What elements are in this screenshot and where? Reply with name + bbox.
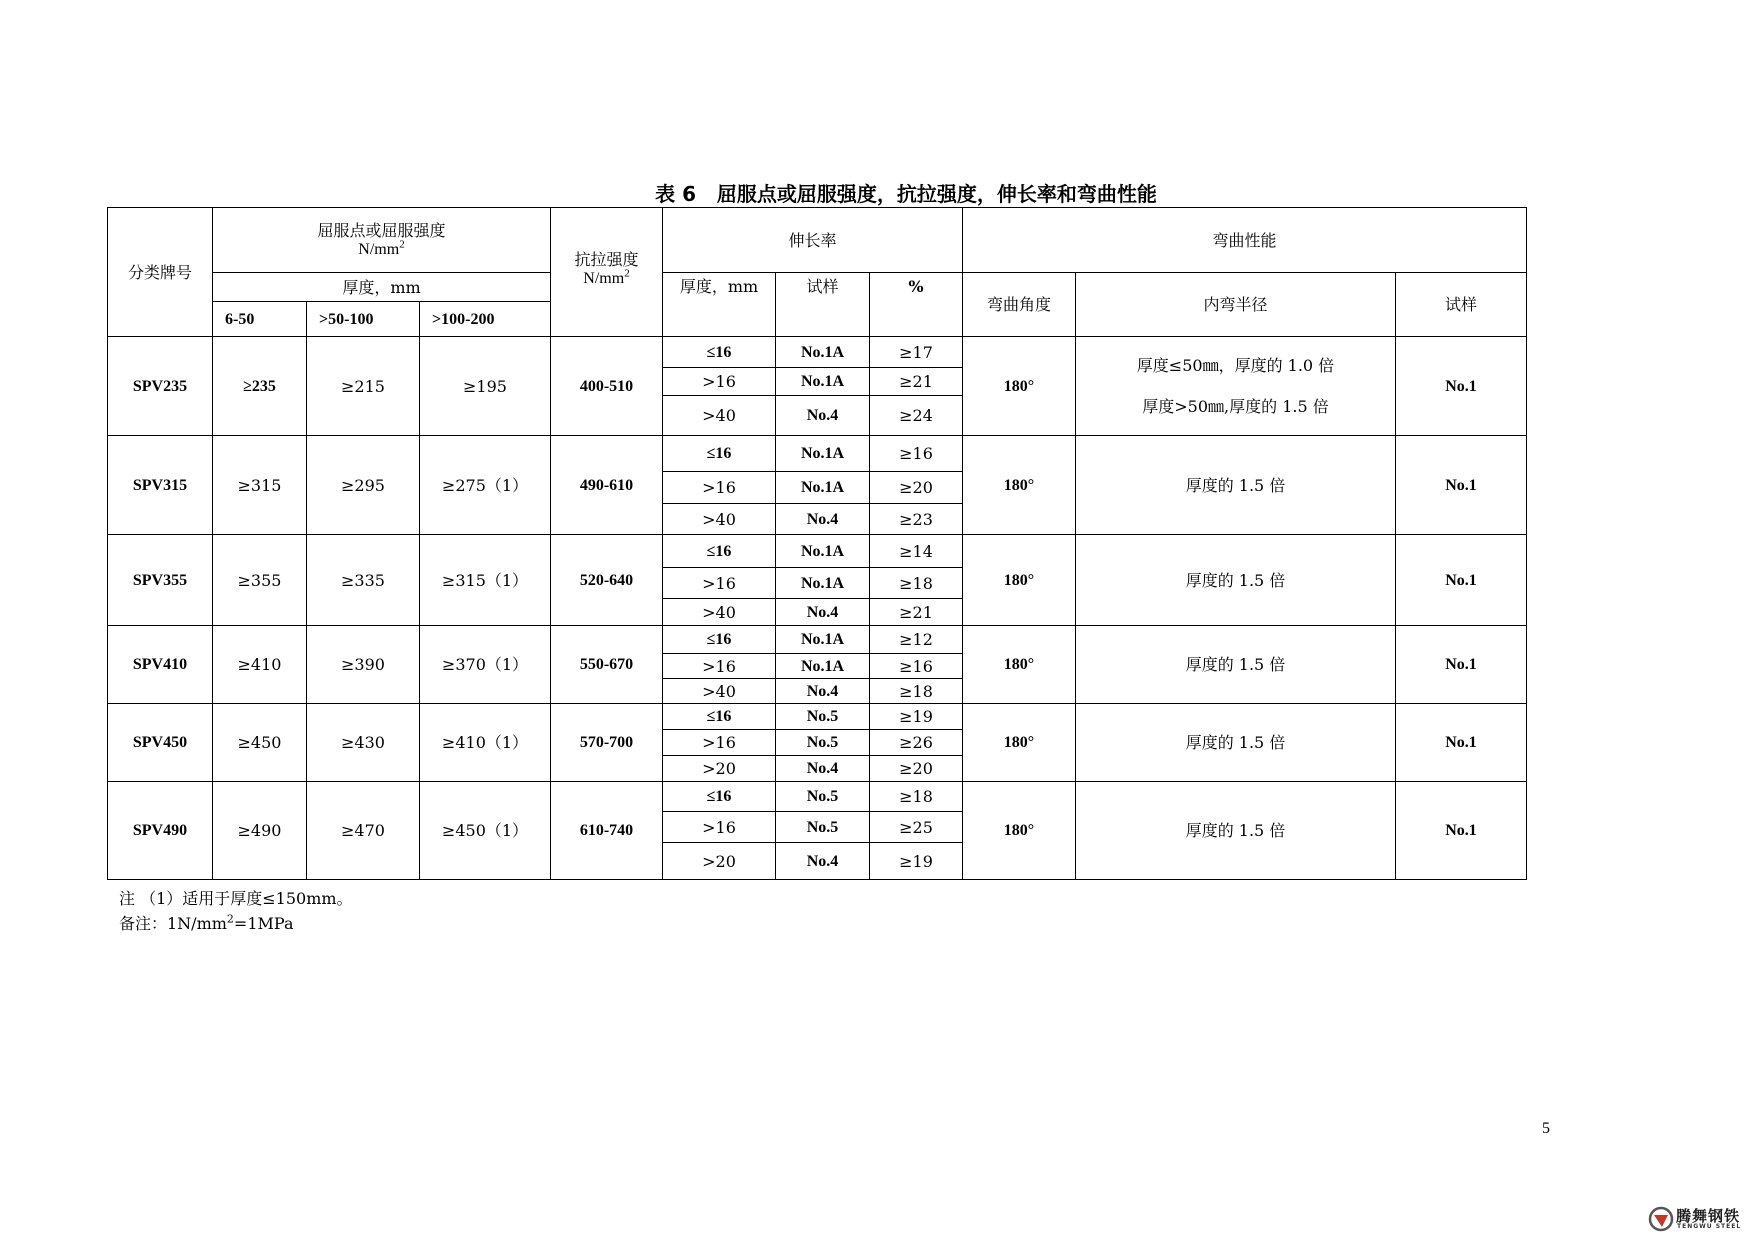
elong-percent-cell: ≥26 <box>870 730 963 756</box>
logo-text-en: TENGWU STEEL <box>1677 1223 1742 1230</box>
elong-specimen-cell: No.4 <box>776 504 870 535</box>
bend-radius-cell: 厚度的 1.5 倍 <box>1076 535 1396 626</box>
elong-percent-cell: ≥24 <box>870 396 963 436</box>
table-notes <box>119 886 353 936</box>
bend-specimen-cell: No.1 <box>1396 704 1527 782</box>
grade-header: 分类牌号 <box>108 208 213 337</box>
elong-percent-cell: ≥20 <box>870 472 963 504</box>
elong-specimen-header: 试样 <box>776 273 870 337</box>
yield-cell: ≥450 <box>213 704 307 782</box>
elong-thickness-cell: >20 <box>663 843 776 880</box>
elong-percent-header: % <box>870 273 963 337</box>
yield-cell: ≥355 <box>213 535 307 626</box>
tensile-cell: 520-640 <box>551 535 663 626</box>
elong-thickness-cell: >16 <box>663 368 776 396</box>
tensile-cell: 400-510 <box>551 337 663 436</box>
bend-angle-cell: 180° <box>963 436 1076 535</box>
bend-angle-cell: 180° <box>963 704 1076 782</box>
thickness-header: 厚度，mm <box>213 273 551 302</box>
elong-specimen-cell: No.4 <box>776 843 870 880</box>
yield-cell: ≥275（1） <box>420 436 551 535</box>
yield-unit-base: N/mm <box>358 241 400 258</box>
elong-thickness-cell: >40 <box>663 396 776 436</box>
elong-thickness-cell: ≤16 <box>663 436 776 472</box>
thickness-range-1: 6-50 <box>213 302 307 337</box>
yield-cell: ≥335 <box>307 535 420 626</box>
tensile-unit <box>551 269 662 288</box>
yield-unit-sup: 2 <box>399 238 405 251</box>
bend-specimen-cell: No.1 <box>1396 626 1527 704</box>
remark-suffix: =1MPa <box>233 914 294 933</box>
elong-thickness-cell: >40 <box>663 504 776 535</box>
yield-cell: ≥490 <box>213 782 307 880</box>
elong-percent-cell: ≥16 <box>870 436 963 472</box>
elong-specimen-cell: No.5 <box>776 704 870 730</box>
yield-cell: ≥315 <box>213 436 307 535</box>
bend-specimen-cell: No.1 <box>1396 337 1527 436</box>
table-row <box>108 626 1527 654</box>
bend-radius-line: 厚度>50㎜,厚度的 1.5 倍 <box>1142 397 1329 416</box>
elong-thickness-header: 厚度，mm <box>663 273 776 337</box>
elongation-header: 伸长率 <box>663 208 963 273</box>
elong-specimen-cell: No.5 <box>776 812 870 843</box>
yield-cell: ≥410 <box>213 626 307 704</box>
elong-specimen-cell: No.1A <box>776 626 870 654</box>
logo-mark-icon <box>1648 1206 1674 1232</box>
elong-percent-cell: ≥21 <box>870 368 963 396</box>
elong-thickness-cell: ≤16 <box>663 535 776 568</box>
properties-table <box>107 207 1527 880</box>
yield-cell: ≥195 <box>420 337 551 436</box>
table-row <box>108 337 1527 368</box>
bend-specimen-cell: No.1 <box>1396 782 1527 880</box>
bend-specimen-cell: No.1 <box>1396 436 1527 535</box>
yield-cell: ≥315（1） <box>420 535 551 626</box>
elong-thickness-cell: >16 <box>663 812 776 843</box>
elong-specimen-cell: No.1A <box>776 654 870 679</box>
thickness-range-3: >100-200 <box>420 302 551 337</box>
bend-angle-cell: 180° <box>963 535 1076 626</box>
elong-percent-cell: ≥21 <box>870 599 963 626</box>
yield-cell: ≥470 <box>307 782 420 880</box>
bend-radius-cell: 厚度的 1.5 倍 <box>1076 704 1396 782</box>
elong-thickness-cell: >16 <box>663 568 776 599</box>
elong-specimen-cell: No.1A <box>776 535 870 568</box>
logo-text-cn: 腾舞钢铁 <box>1676 1207 1741 1225</box>
elong-percent-cell: ≥23 <box>870 504 963 535</box>
footnote-1: 注 （1）适用于厚度≤150mm。 <box>119 889 353 908</box>
elong-percent-cell: ≥18 <box>870 782 963 812</box>
yield-header <box>213 208 551 273</box>
yield-cell: ≥215 <box>307 337 420 436</box>
elong-thickness-cell: ≤16 <box>663 626 776 654</box>
elong-specimen-cell: No.1A <box>776 568 870 599</box>
elong-percent-cell: ≥12 <box>870 626 963 654</box>
tensile-cell: 570-700 <box>551 704 663 782</box>
table-row <box>108 436 1527 472</box>
bend-angle-cell: 180° <box>963 337 1076 436</box>
elong-specimen-cell: No.1A <box>776 436 870 472</box>
elong-thickness-cell: ≤16 <box>663 782 776 812</box>
elong-thickness-cell: >40 <box>663 679 776 704</box>
grade-cell: SPV410 <box>108 626 213 704</box>
yield-cell: ≥390 <box>307 626 420 704</box>
yield-cell: ≥430 <box>307 704 420 782</box>
elong-thickness-cell: >40 <box>663 599 776 626</box>
elong-percent-cell: ≥25 <box>870 812 963 843</box>
elong-specimen-cell: No.4 <box>776 396 870 436</box>
elong-thickness-cell: >16 <box>663 654 776 679</box>
elong-specimen-cell: No.1A <box>776 337 870 368</box>
company-logo <box>1648 1205 1748 1233</box>
tensile-cell: 490-610 <box>551 436 663 535</box>
elong-percent-cell: ≥16 <box>870 654 963 679</box>
bend-radius-line: 厚度≤50㎜，厚度的 1.0 倍 <box>1136 356 1335 375</box>
table-row <box>108 704 1527 730</box>
elong-specimen-cell: No.4 <box>776 599 870 626</box>
remark <box>119 911 353 936</box>
bend-angle-cell: 180° <box>963 782 1076 880</box>
bend-radius-cell: 厚度的 1.5 倍 <box>1076 436 1396 535</box>
elong-thickness-cell: >16 <box>663 472 776 504</box>
tensile-cell: 610-740 <box>551 782 663 880</box>
yield-cell: ≥450（1） <box>420 782 551 880</box>
bending-header: 弯曲性能 <box>963 208 1527 273</box>
elong-percent-cell: ≥19 <box>870 704 963 730</box>
table-row <box>108 782 1527 812</box>
elong-specimen-cell: No.4 <box>776 756 870 782</box>
grade-cell: SPV315 <box>108 436 213 535</box>
elong-specimen-cell: No.5 <box>776 730 870 756</box>
elong-thickness-cell: >20 <box>663 756 776 782</box>
bend-specimen-header: 试样 <box>1396 273 1527 337</box>
grade-cell: SPV235 <box>108 337 213 436</box>
elong-thickness-cell: >16 <box>663 730 776 756</box>
elong-specimen-cell: No.1A <box>776 472 870 504</box>
tensile-unit-sup: 2 <box>624 267 630 280</box>
tensile-header-label: 抗拉强度 <box>574 250 639 269</box>
tensile-header <box>551 208 663 337</box>
bend-radius-header: 内弯半径 <box>1076 273 1396 337</box>
bend-radius-cell <box>1076 337 1396 436</box>
bend-radius-cell: 厚度的 1.5 倍 <box>1076 782 1396 880</box>
yield-unit <box>213 240 550 259</box>
elong-specimen-cell: No.5 <box>776 782 870 812</box>
elong-percent-cell: ≥17 <box>870 337 963 368</box>
remark-prefix: 备注：1N/mm <box>119 914 227 933</box>
elong-percent-cell: ≥18 <box>870 568 963 599</box>
bend-angle-cell: 180° <box>963 626 1076 704</box>
yield-cell: ≥295 <box>307 436 420 535</box>
tensile-unit-base: N/mm <box>583 270 625 287</box>
elong-specimen-cell: No.1A <box>776 368 870 396</box>
table-title: 表 6 屈服点或屈服强度，抗拉强度，伸长率和弯曲性能 <box>655 182 1157 206</box>
thickness-range-2: >50-100 <box>307 302 420 337</box>
table-row <box>108 535 1527 568</box>
grade-cell: SPV450 <box>108 704 213 782</box>
page-number: 5 <box>1542 1120 1550 1137</box>
elong-percent-cell: ≥14 <box>870 535 963 568</box>
remark-sup: 2 <box>226 912 234 926</box>
bend-radius-cell: 厚度的 1.5 倍 <box>1076 626 1396 704</box>
elong-specimen-cell: No.4 <box>776 679 870 704</box>
grade-cell: SPV355 <box>108 535 213 626</box>
grade-cell: SPV490 <box>108 782 213 880</box>
elong-percent-cell: ≥18 <box>870 679 963 704</box>
bend-angle-header: 弯曲角度 <box>963 273 1076 337</box>
elong-percent-cell: ≥19 <box>870 843 963 880</box>
elong-thickness-cell: ≤16 <box>663 337 776 368</box>
elong-percent-cell: ≥20 <box>870 756 963 782</box>
elong-thickness-cell: ≤16 <box>663 704 776 730</box>
bend-specimen-cell: No.1 <box>1396 535 1527 626</box>
yield-header-label: 屈服点或屈服强度 <box>317 221 446 240</box>
yield-cell: ≥370（1） <box>420 626 551 704</box>
yield-cell: ≥410（1） <box>420 704 551 782</box>
tensile-cell: 550-670 <box>551 626 663 704</box>
yield-cell: ≥235 <box>213 337 307 436</box>
